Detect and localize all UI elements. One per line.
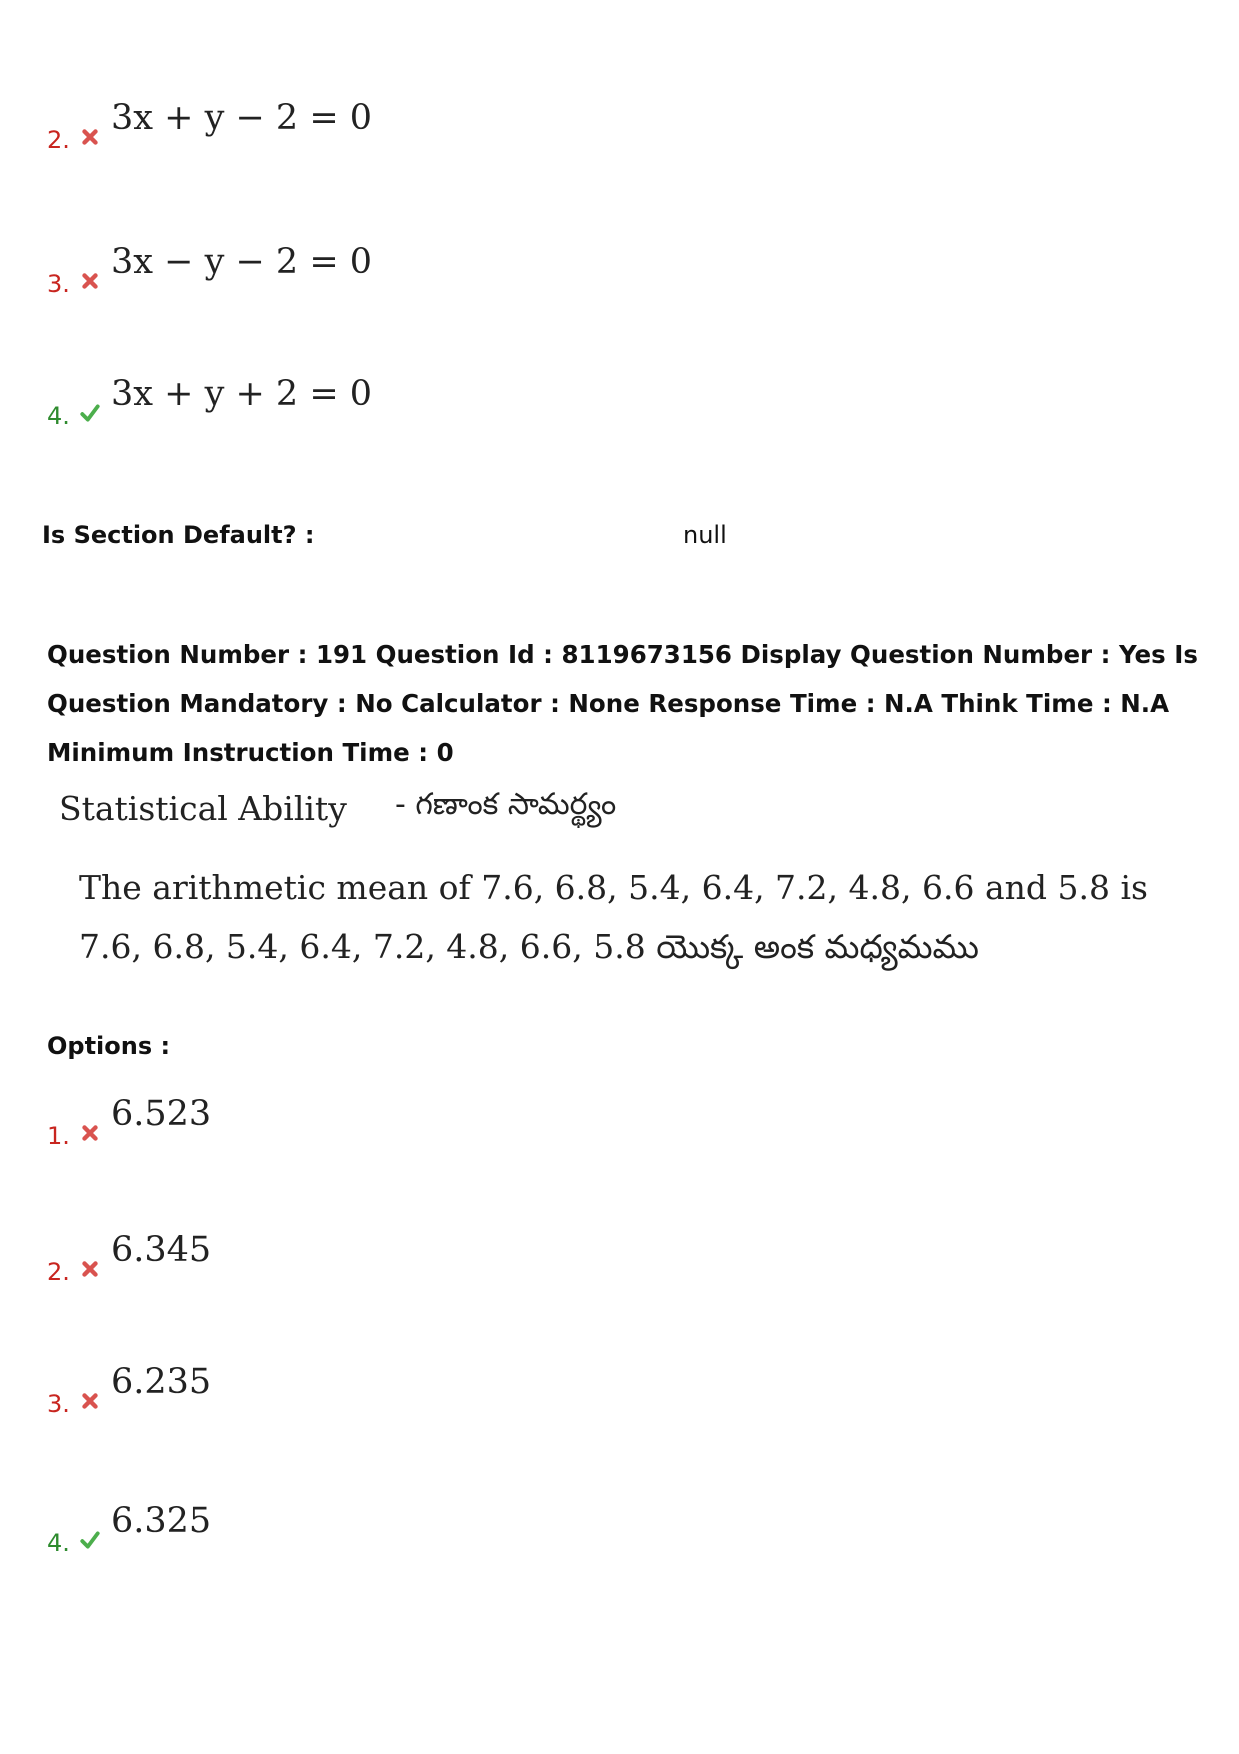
option-2 <box>47 1230 212 1286</box>
cross-icon <box>79 126 101 148</box>
question-info: Question Number : 191 Question Id : 8119673156 Display Question Number : Yes Is Question Mandatory : No Calculator : None Response Time : N.A Think Time : N.A Minimum Instruction Time : 0 <box>47 640 1198 767</box>
cross-icon <box>79 1122 101 1144</box>
option-number: 1. <box>47 1122 70 1150</box>
check-icon <box>79 402 101 424</box>
cross-icon <box>79 1390 101 1412</box>
option-4 <box>47 1501 212 1557</box>
question-text-telugu: 7.6, 6.8, 5.4, 6.4, 7.2, 4.8, 6.6, 5.8 యొక్క అంక మధ్యమము <box>79 927 979 966</box>
prev-option-3 <box>47 242 373 298</box>
option-value: 6.345 <box>111 1230 212 1270</box>
section-default-label: Is Section Default? : <box>42 521 315 549</box>
cross-icon <box>79 270 101 292</box>
subject-telugu: - గణాంక సామర్థ్యం <box>395 787 617 822</box>
option-value: 6.235 <box>111 1362 212 1402</box>
prev-option-4 <box>47 374 373 430</box>
subject-row <box>47 782 1197 834</box>
option-number: 3. <box>47 1390 70 1418</box>
check-icon <box>79 1529 101 1551</box>
option-number: 3. <box>47 270 70 298</box>
question-body <box>47 782 1197 974</box>
prev-option-2 <box>47 98 373 154</box>
option-expression: 3x − y − 2 = 0 <box>111 242 373 282</box>
option-number: 4. <box>47 402 70 430</box>
option-3 <box>47 1362 212 1418</box>
option-number: 4. <box>47 1529 70 1557</box>
question-text-english: The arithmetic mean of 7.6, 6.8, 5.4, 6.4, 7.2, 4.8, 6.6 and 5.8 is <box>79 868 1148 907</box>
option-number: 2. <box>47 1258 70 1286</box>
option-1 <box>47 1094 212 1150</box>
option-value: 6.325 <box>111 1501 212 1541</box>
option-value: 6.523 <box>111 1094 212 1134</box>
option-expression: 3x + y − 2 = 0 <box>111 98 373 138</box>
options-label: Options : <box>47 1032 171 1060</box>
subject-english: Statistical Ability <box>59 788 347 828</box>
option-expression: 3x + y + 2 = 0 <box>111 374 373 414</box>
option-number: 2. <box>47 126 70 154</box>
cross-icon <box>79 1258 101 1280</box>
section-default-value: null <box>683 521 727 549</box>
